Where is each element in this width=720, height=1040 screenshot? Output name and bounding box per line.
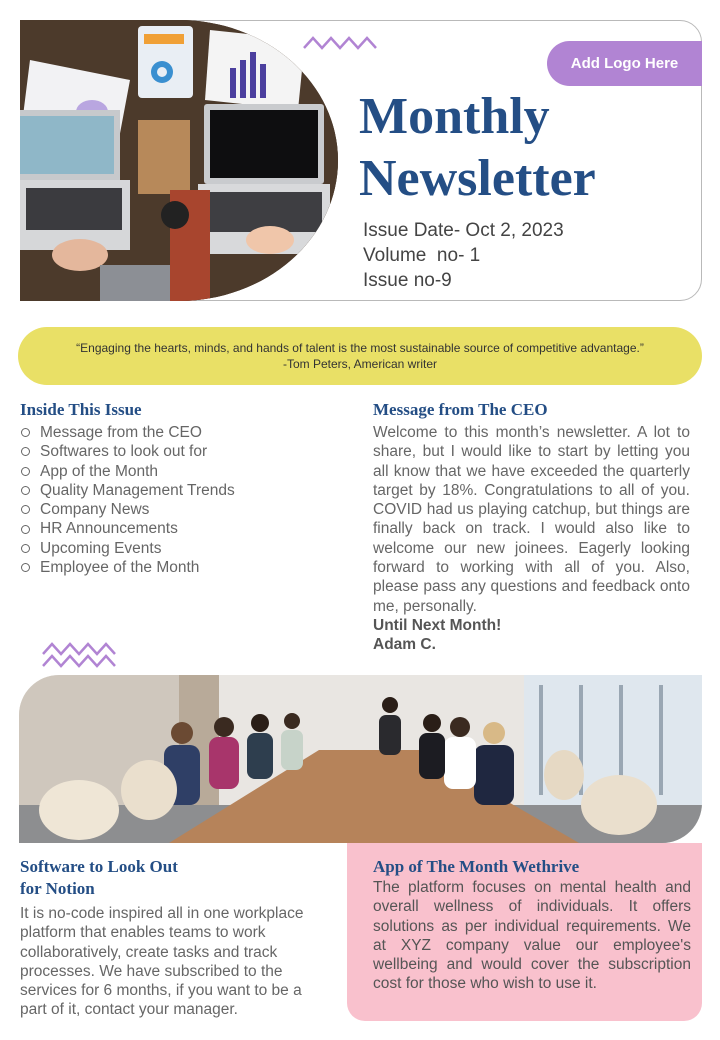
ceo-signature: Adam C. (373, 636, 436, 654)
software-heading (20, 856, 178, 900)
circle-bullet-icon (21, 428, 30, 437)
list-item[interactable]: Upcoming Events (20, 539, 235, 558)
circle-bullet-icon (21, 486, 30, 495)
list-item[interactable]: Company News (20, 500, 235, 519)
newsletter-title (359, 86, 659, 210)
quote-banner (18, 327, 702, 385)
circle-bullet-icon (21, 544, 30, 553)
circle-bullet-icon (21, 467, 30, 476)
add-logo-badge[interactable]: Add Logo Here (547, 41, 702, 86)
title-line-1: Monthly (359, 88, 550, 145)
meeting-photo (19, 675, 702, 843)
header-photo-laptops (20, 20, 338, 301)
circle-bullet-icon (21, 447, 30, 456)
issue-number: Issue no-9 (363, 270, 452, 291)
issue-meta (363, 218, 564, 293)
app-body: The platform focuses on mental health and overall wellness of individuals. It offers solutions as per individual requirements. We at XYZ company value our employee's wellbeing and would cover the subscription cost for those who wish to use it. (373, 879, 691, 993)
volume-number: Volume no- 1 (363, 245, 481, 266)
ceo-message-body: Welcome to this month’s newsletter. A lot to share, but I would like to start by letting you all know that we have exceeded the quarterly target by 18%. Congratulations to all of you. COVID had us playing catchup, but things are finally back on track. I would also like to welcome our new joinees. Eagerly looking forward to working with all of you. Also, please pass any questions and feedback onto me, personally. (373, 424, 690, 615)
list-item[interactable]: HR Announcements (20, 519, 235, 538)
circle-bullet-icon (21, 525, 30, 534)
quote-author: -Tom Peters, American writer (282, 357, 438, 371)
list-item[interactable]: Message from the CEO (20, 423, 235, 442)
list-item[interactable]: App of the Month (20, 462, 235, 481)
quote-text: “Engaging the hearts, minds, and hands of talent is the most sustainable source of competitive advantage.” (76, 341, 644, 355)
ceo-message-heading: Message from The CEO (373, 400, 548, 419)
inside-issue-list (20, 423, 235, 577)
inside-issue-heading: Inside This Issue (20, 400, 142, 419)
title-line-2: Newsletter (359, 150, 596, 207)
issue-date: Issue Date- Oct 2, 2023 (363, 220, 564, 241)
software-heading-line-2: for Notion (20, 879, 95, 898)
software-heading-line-1: Software to Look Out (20, 857, 178, 876)
app-heading: App of The Month Wethrive (373, 857, 580, 876)
zigzag-decoration-bottom (42, 641, 118, 669)
software-body: It is no-code inspired all in one workplace platform that enables teams to work collaboratively, create tasks and track processes. We have subscribed to the services for 6 months, if you want to be a part of it, contact your manager. (20, 905, 304, 1019)
list-item[interactable]: Employee of the Month (20, 558, 235, 577)
circle-bullet-icon (21, 563, 30, 572)
ceo-closing: Until Next Month! (373, 617, 502, 634)
list-item[interactable]: Quality Management Trends (20, 481, 235, 500)
circle-bullet-icon (21, 505, 30, 514)
zigzag-decoration-top (303, 36, 377, 50)
ceo-signoff (373, 616, 501, 655)
list-item[interactable]: Softwares to look out for (20, 442, 235, 461)
